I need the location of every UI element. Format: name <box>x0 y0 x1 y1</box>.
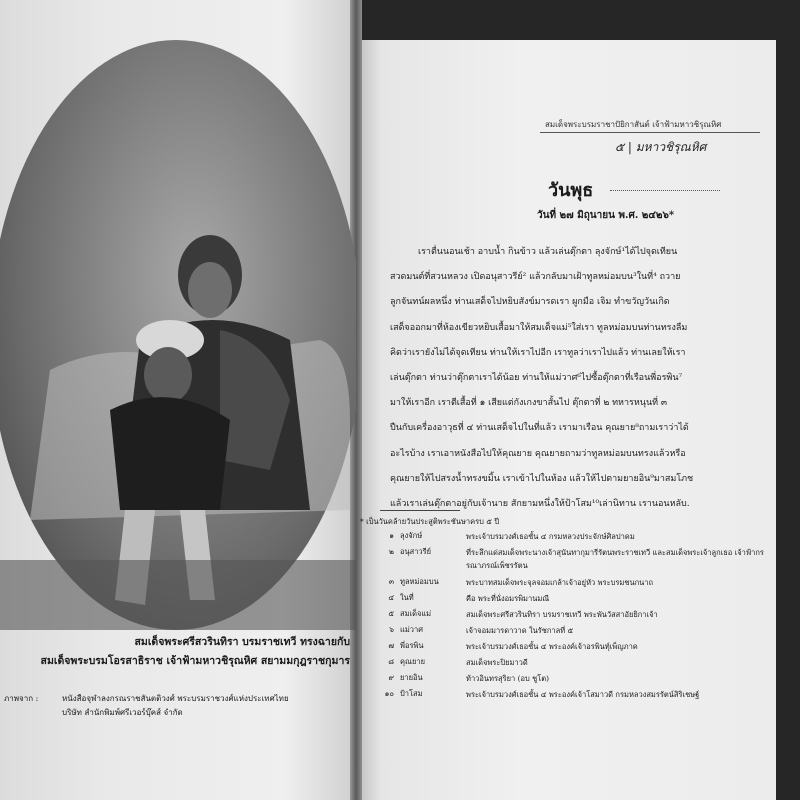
footnote-term: ทูลหม่อมบน <box>400 577 439 586</box>
footnote-number: ๕ <box>388 609 394 618</box>
footnote-number: ๔ <box>388 593 394 602</box>
footnote-term: ป้าโสม <box>400 689 423 698</box>
footnote-number: ๗ <box>388 641 394 650</box>
footnote-number: ๓ <box>388 577 394 586</box>
body-line: คิดว่าเรายังไม่ได้จุดเทียน ท่านให้เราไปอีก เราทูลว่าเราไปแล้ว ท่านเลยให้เรา <box>390 347 686 358</box>
footnote-term: ในที่ <box>400 593 414 602</box>
footnote-definition: สมเด็จพระศรีสวรินทิรา บรมราชเทวี พระพันวัสสาอัยยิกาเจ้า <box>466 610 658 619</box>
footnote-definition: ที่ระลึกแด่สมเด็จพระนางเจ้าสุนันทากุมารีรัตนพระราชเทวี และสมเด็จพระเจ้าลูกเธอ เจ้าฟ้ากรรณาภรณ์เพ็ชรรัตน <box>466 548 764 570</box>
body-line: มาให้เราอีก เราตีเสื้อที่ ๑ เสียแต่กังเกงขาสั้นไป ตุ๊กตาที่ ๒ ทหารหนุนที่ ๓ <box>390 398 668 409</box>
body-line: เสด็จออกมาที่ห้องเขียวหยิบเสื้อมาให้สมเด็จแม่⁵ใส่เรา ทูลหม่อมบนท่านทรงลืม <box>390 322 688 333</box>
body-line: ปืนกับเครื่องอาวุธที่ ๔ ท่านเสด็จไปในที่แล้ว เรามาเรือน คุณยาย⁸ถามเราว่าได้ <box>390 423 689 434</box>
footnote-definition: เจ้าจอมมารดาวาด ในรัชกาลที่ ๕ <box>466 626 574 635</box>
body-line: อะไรบ้าง เราเอาหนังสือไปให้คุณยาย คุณยายถามว่าทูลหม่อมบนทรงแล้วหรือ <box>390 448 686 459</box>
body-line: เราตื่นนอนเช้า อาบน้ำ กินข้าว แล้วเล่นตุ๊กตา ลุงจักษ์¹ได้ไปจุดเทียน <box>418 247 678 257</box>
footnote <box>358 688 778 708</box>
body-line: คุณยายให้ไปสรงน้ำทรงขมิ้น เราเข้าไปในห้อง แล้วให้ไปตามยายอิน⁹มาสมโภช <box>390 473 694 484</box>
footnote-number: ๖ <box>389 625 394 634</box>
body-line: สวดมนต์ที่สวนหลวง เปิดอนุสาวรีย์² แล้วกลับมาเฝ้าทูลหม่อมบน³ในที่⁴ ถวาย <box>390 272 681 283</box>
body-line: เล่นตุ๊กตา ท่านว่าตุ๊กตาเราได้น้อย ท่านให้แม่วาศ⁶ไปซื้อตุ๊กตาที่เรือนพี่อรพิน⁷ <box>390 373 683 384</box>
photo-caption <box>30 633 350 671</box>
footnote-number: ๘ <box>388 657 394 666</box>
footnote <box>358 546 778 570</box>
footnote-definition: พระเจ้าบรมวงศ์เธอชั้น ๔ พระองค์เจ้าอรพินทุ์เพ็ญภาค <box>466 642 638 651</box>
day-title-leader <box>610 190 720 191</box>
day-title: วันพุธ <box>548 180 594 201</box>
running-head: สมเด็จพระบรมราชาปัยิกาสันต์ เจ้าฟ้ามหาวชิรุณหิศ <box>545 120 722 129</box>
header-rule <box>540 132 760 133</box>
credit-label: ภาพจาก : <box>4 694 39 703</box>
footnote-definition: สมเด็จพระปิยมาวดี <box>466 658 528 667</box>
footnote-term: ลุงจักษ์ <box>400 531 423 540</box>
footnote-definition: พระเจ้าบรมวงศ์เธอชั้น ๔ กรมหลวงประจักษ์ศิลปาคม <box>466 532 635 541</box>
footnote-definition: พระเจ้าบรมวงศ์เธอชั้น ๔ พระองค์เจ้าโสมาวดี กรมหลวงสมรรัตน์สิริเชษฐ์ <box>466 690 700 699</box>
footnote-rule <box>380 510 460 511</box>
photograph <box>0 40 356 630</box>
credit-line: บริษัท สำนักพิมพ์ศรีเวอร์บุ๊คส์ จำกัด <box>62 708 183 717</box>
footnote-number: ๑ <box>389 531 394 540</box>
footnote-term: แม่วาศ <box>400 625 423 634</box>
footnote-definition: คือ พระที่นั่งอมรพิมานมณี <box>466 594 550 603</box>
footnote-intro: * เป็นวันคล้ายวันประสูติพระชันษาครบ ๕ ปี <box>360 517 500 526</box>
footnote-definition: พระบาทสมเด็จพระจุลจอมเกล้าเจ้าอยู่หัว พระบรมชนกนาถ <box>466 578 653 587</box>
footnote-number: ๑๐ <box>384 689 394 698</box>
diary-entry <box>390 240 765 517</box>
body-line: ลูกจันทน์ผลหนึ่ง ท่านเสด็จไปหยิบสังข์มารดเรา ผูกมือ เจิม ทำขวัญวันเกิด <box>390 297 670 308</box>
footnote-term: ยายอิน <box>400 673 423 682</box>
body-line: แล้วเราเล่นตุ๊กตาอยู่กับเจ้านาย สักยามหนึ่งให้ป้าโสม¹⁰เล่านิทาน เรานอนหลับ. <box>390 499 690 510</box>
footnote-number: ๒ <box>389 547 394 556</box>
photograph-icon <box>0 40 356 630</box>
caption-line: สมเด็จพระบรมโอรสาธิราช เจ้าฟ้ามหาวชิรุณหิศ สยามมกุฎราชกุมาร <box>40 655 350 667</box>
date-line: วันที่ ๒๗ มิถุนายน พ.ศ. ๒๔๒๖* <box>537 210 675 221</box>
footnote-term: สมเด็จแม่ <box>400 609 432 618</box>
caption-line: สมเด็จพระศรีสวรินทิรา บรมราชเทวี ทรงฉายกับ <box>134 636 350 648</box>
chapter-mark: ๕ | มหาวชิรุณหิศ <box>615 140 707 154</box>
footnote-term: พี่อรพิน <box>400 641 424 650</box>
footnote-term: อนุสาวรีย์ <box>400 547 432 556</box>
footnote-number: ๙ <box>388 673 394 682</box>
footnote-definition: ท้าวอินทรสุริยา (อบ ชูโต) <box>466 674 550 683</box>
footnote-term: คุณยาย <box>400 657 425 666</box>
credit-line: หนังสือจุฬาลงกรณราชสันตติวงศ์ พระบรมราชวงศ์แห่งประเทศไทย <box>62 694 289 703</box>
photograph-oval <box>0 40 356 630</box>
